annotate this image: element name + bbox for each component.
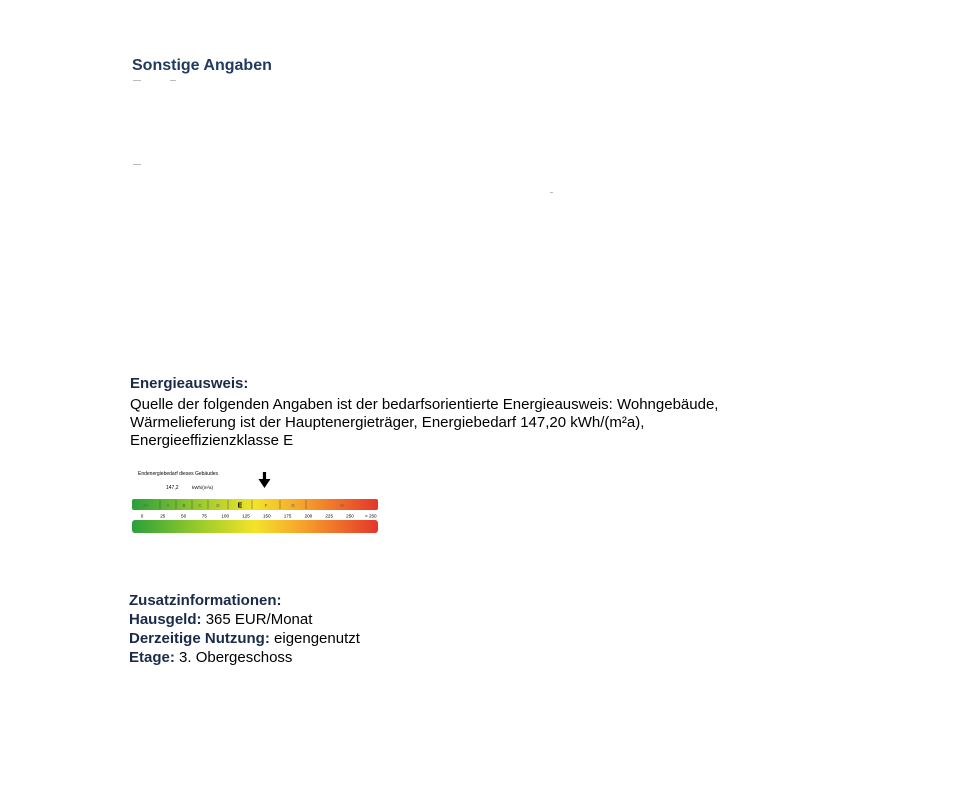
scale-class-label: A bbox=[166, 502, 170, 508]
hausgeld-label: Hausgeld: bbox=[129, 611, 202, 628]
scale-unit: kWh/(m²a) bbox=[192, 485, 213, 490]
scan-speck bbox=[550, 192, 553, 193]
scale-class-label: D bbox=[216, 502, 220, 508]
scale-lower-band bbox=[132, 520, 378, 533]
scale-tick-label: 150 bbox=[262, 513, 271, 519]
scale-tick-label: 0 bbox=[140, 513, 144, 519]
scale-caption: Endenergiebedarf dieses Gebäudes bbox=[138, 471, 219, 477]
scale-tick-label: 50 bbox=[181, 513, 187, 519]
scale-class-label: H bbox=[340, 502, 344, 508]
scale-tick-label: 225 bbox=[325, 513, 334, 519]
scale-class-label: B bbox=[182, 502, 186, 508]
scale-tick-label: 200 bbox=[304, 513, 313, 519]
energieausweis-line: Quelle der folgenden Angaben ist der bedarfsorientierte Energieausweis: Wohngebäude, bbox=[130, 396, 719, 413]
section-title: Sonstige Angaben bbox=[132, 57, 272, 74]
scale-tick-label: 25 bbox=[160, 513, 166, 519]
scale-tick-label: 100 bbox=[221, 513, 230, 519]
scan-speck bbox=[170, 80, 176, 81]
scale-tick-label: > 250 bbox=[364, 513, 377, 519]
scale-class-label: F bbox=[264, 502, 268, 508]
scale-value-label: 147,2 bbox=[166, 485, 179, 491]
hausgeld-line bbox=[129, 610, 312, 629]
scale-tick-label: 175 bbox=[283, 513, 292, 519]
nutzung-line bbox=[129, 629, 360, 648]
scale-tick-label: 75 bbox=[201, 513, 207, 519]
scan-speck bbox=[133, 164, 141, 165]
scale-class-label: C bbox=[198, 502, 202, 508]
energieausweis-text bbox=[130, 396, 820, 450]
etage-value: 3. Obergeschoss bbox=[179, 649, 293, 666]
scale-class-label: A+ bbox=[143, 502, 149, 508]
energy-efficiency-scale bbox=[130, 468, 380, 538]
scan-speck bbox=[133, 80, 141, 81]
energieausweis-heading: Energieausweis: bbox=[130, 375, 249, 392]
etage-line bbox=[129, 648, 292, 667]
zusatz-heading: Zusatzinformationen: bbox=[129, 592, 282, 609]
nutzung-value: eigengenutzt bbox=[274, 630, 360, 647]
value-arrow-icon bbox=[258, 472, 270, 488]
scale-tick-label: 250 bbox=[346, 513, 354, 519]
scale-class-label: G bbox=[291, 502, 295, 508]
nutzung-label: Derzeitige Nutzung: bbox=[129, 630, 270, 647]
etage-label: Etage: bbox=[129, 649, 175, 666]
hausgeld-value: 365 EUR/Monat bbox=[205, 611, 313, 628]
energieausweis-line: Wärmelieferung ist der Hauptenergieträger, Energiebedarf 147,20 kWh/(m²a), bbox=[130, 414, 645, 431]
scale-class-label-active: E bbox=[237, 502, 243, 510]
scale-tick-label: 125 bbox=[242, 513, 250, 519]
energieausweis-line: Energieeffizienzklasse E bbox=[130, 432, 294, 449]
